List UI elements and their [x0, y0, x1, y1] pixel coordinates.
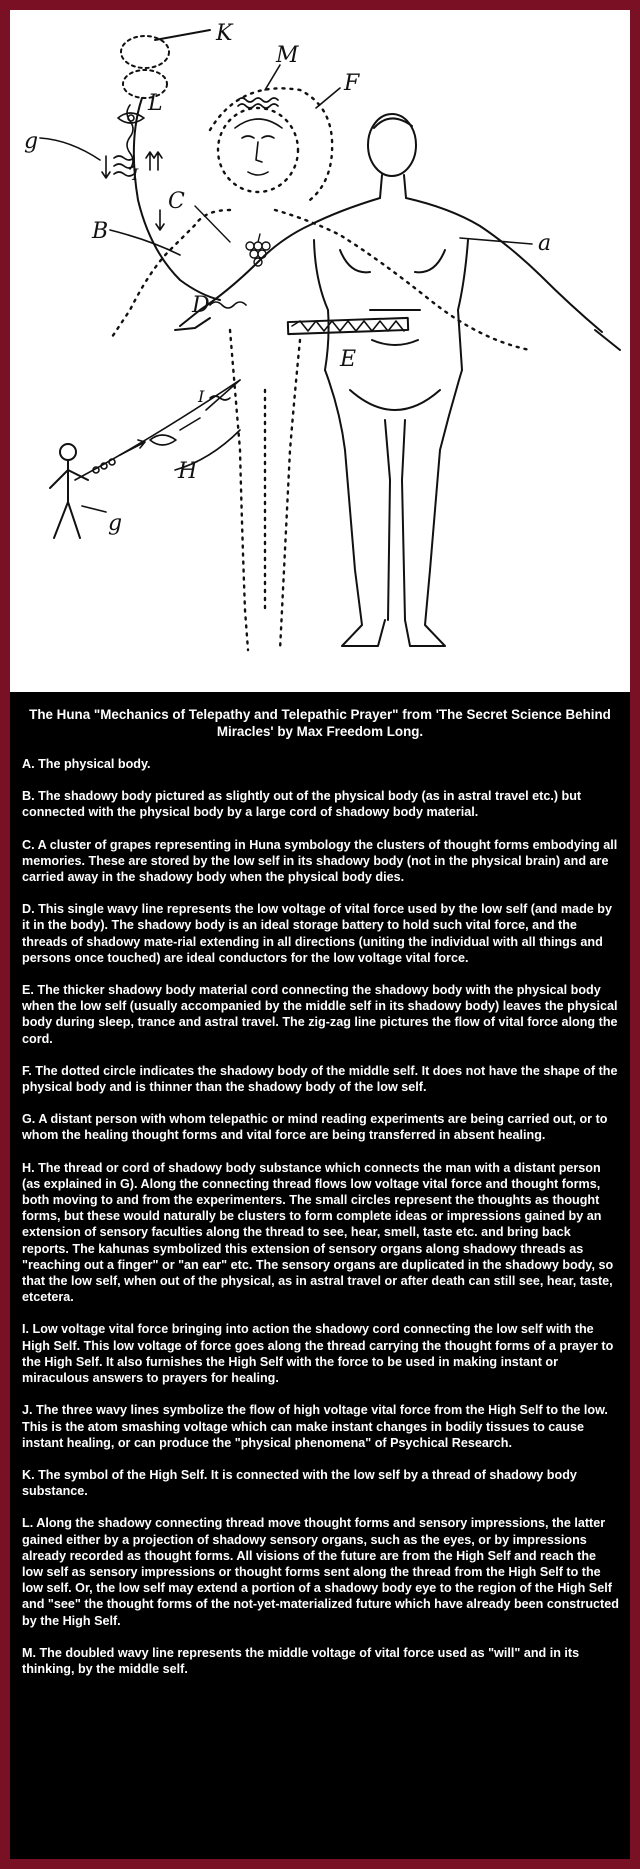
label-g-top: g: [24, 129, 39, 154]
caption-item-i: I. Low voltage vital force bringing into action the shadowy cord connecting the low self with the High Self. This low voltage of force goes along the thread carrying the thought forms of a prayer to the High Self. It also furnishes the High Self with the force to be used in making instant or miraculous answers to prayers for healing.: [22, 1322, 614, 1386]
label-m: M: [276, 43, 299, 68]
label-i-top: I: [132, 165, 139, 184]
huna-diagram: [10, 10, 630, 692]
eye-symbol: [118, 113, 144, 123]
page-frame: [10, 10, 630, 1859]
caption-item-d: D. This single wavy line represents the low voltage of vital force used by the low self (and made by it in the body). The shadowy body is an ideal storage battery to hold such vital force, and the threads of shadowy mate-rial extending in all directions (uniting the individual with all things and persons once touched) are ideal conductors for the low voltage vital force.: [22, 902, 612, 965]
caption-item-m: M. The doubled wavy line represents the middle voltage of vital force used as "will" and in its thinking, by the middle self.: [22, 1645, 580, 1676]
caption-item-c: C. A cluster of grapes representing in Huna symbology the clusters of thought forms embodying all memories. These are stored by the low self in its shadowy body (not in the physical brain) and are carried away in the shadowy body when the physical body dies.: [22, 837, 618, 885]
label-b: B: [92, 219, 109, 244]
caption-item-g: G. A distant person with whom telepathic or mind reading experiments are being carried out, or to whom the healing thought forms and vital force are being transferred in absent healing.: [22, 1112, 608, 1143]
label-h: H: [178, 459, 198, 484]
shadowy-face: [235, 119, 282, 175]
caption-item-k: K. The symbol of the High Self. It is connected with the low self by a thread of shadowy body substance.: [22, 1467, 577, 1499]
cord-e: [288, 318, 408, 334]
caption-item-l: L. Along the shadowy connecting thread move thought forms and sensory impressions, the latter gained either by a projection of shadowy sensory organs, such as the eyes, or by impressions already recorded as thought forms. All visions of the future are from the High Self and reach the low self as sensory impressions or thought forms sent along the thread from the High Self to the low self. Or, the low self may extend a portion of a shadowy body eye to the region of the High Self and "see" the thought forms of the not-yet-materialized future which have already been constructed by the High Self.: [22, 1516, 619, 1628]
caption-panel: [10, 692, 630, 1859]
label-f: F: [344, 71, 360, 96]
caption-item-f: F. The dotted circle indicates the shadowy body of the middle self. It does not have the shape of the physical body and is thinner than the shadowy body of the low self.: [22, 1063, 618, 1095]
high-self-symbol: [121, 30, 210, 98]
label-c: C: [168, 189, 185, 214]
label-i-mid: I: [198, 387, 205, 406]
physical-body: [175, 114, 620, 646]
caption-item-h: H. The thread or cord of shadowy body substance which connects the man with a distant person (as explained in G). Along the connecting thread flows low voltage vital force and thought forms, both moving to and from the experimenters. The small circles represent the thoughts as thought forms, but these would naturally be clusters to form complete ideas or impressions gained by an extension of sensory faculties along the thread to see, hear, smell, taste etc. and bring back reports. The kahunas symbolized this extension of sensory organs along shadowy threads as "reaching out a finger" or "an ear" etc. The sensory organs are duplicated in the shadowy body, so that the low self, when out of the physical, as in astral travel or after death can still see, hear, taste, etcetera.: [22, 1160, 614, 1305]
label-g-bottom: g: [108, 511, 123, 536]
caption-title: The Huna "Mechanics of Telepathy and Telepathic Prayer" from 'The Secret Science Behind Miracles' by Max Freedom Long.: [29, 707, 611, 739]
label-e: E: [340, 347, 357, 372]
label-l: L: [148, 91, 163, 116]
label-a: a: [538, 231, 552, 256]
distant-person: [50, 444, 106, 538]
caption-item-e: E. The thicker shadowy body material cord connecting the shadowy body with the physical body when the low self (usually accompanied by the middle self in its shadowy body) leaves the physical body during sleep, trance and astral travel. The zig-zag line pictures the flow of vital force along the cord.: [22, 983, 618, 1046]
caption-item-b: B. The shadowy body pictured as slightly out of the physical body (as in astral travel etc.) but connected with the physical body by a large cord of shadowy body material.: [22, 789, 582, 820]
label-d: D: [192, 293, 210, 318]
diagram-labels: [24, 21, 551, 536]
caption-item-a: A. The physical body.: [22, 757, 151, 771]
wavy-line-m: [238, 65, 280, 108]
diagram-drawing: [10, 10, 630, 692]
caption-item-j: J. The three wavy lines symbolize the flow of high voltage vital force from the High Self to the low. This is the atom smashing voltage which can make instant changes in bodily tissues to cause instant healing, or can produce the "physical phenomena" of Psychical Research.: [22, 1403, 608, 1450]
thread-h: [75, 380, 240, 480]
label-k: K: [216, 21, 233, 46]
wavy-lines-j: [40, 138, 164, 230]
